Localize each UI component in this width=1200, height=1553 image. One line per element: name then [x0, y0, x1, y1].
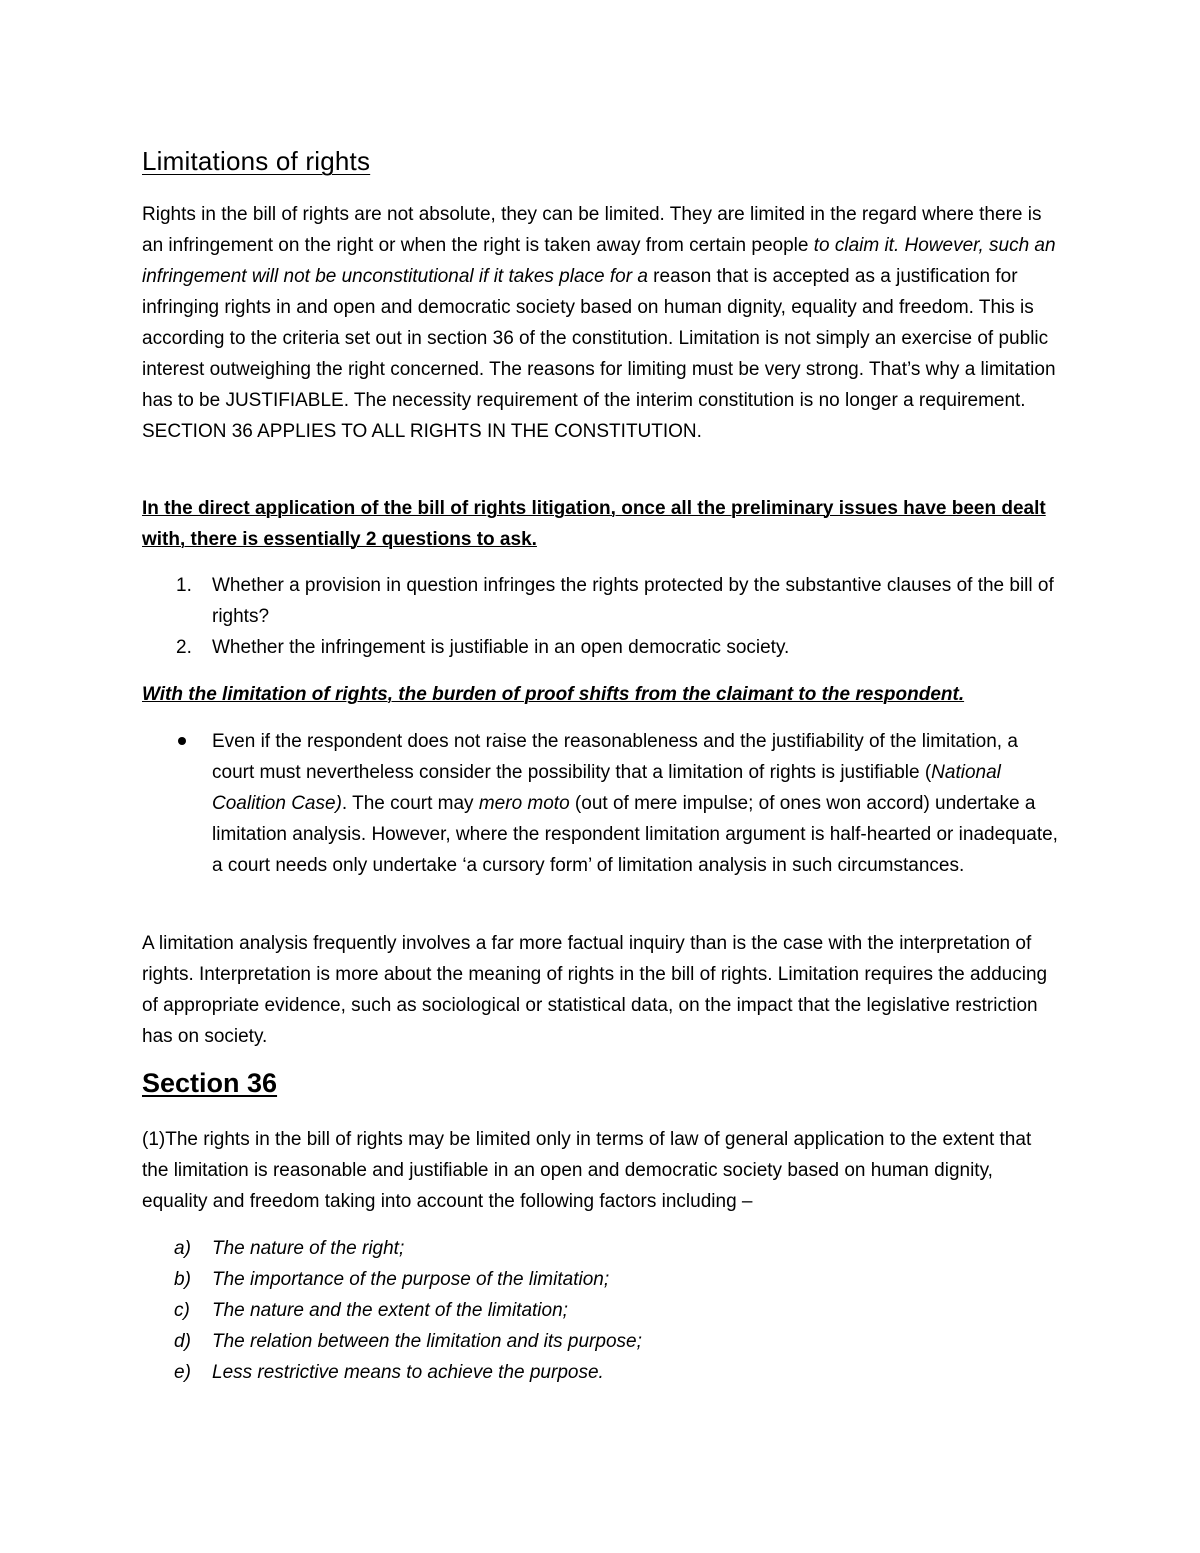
direct-application-heading: In the direct application of the bill of rights litigation, once all the preliminary issues have been dealt with, there is essentially 2 questions to ask.	[142, 498, 1046, 550]
intro-paragraph	[142, 199, 1062, 447]
bullet-dot-icon	[178, 737, 186, 745]
list-item-text: The nature and the extent of the limitation;	[212, 1300, 568, 1321]
list-marker: 2.	[176, 637, 192, 658]
analysis-paragraph: A limitation analysis frequently involves a far more factual inquiry than is the case with the interpretation of rights. Interpretation is more about the meaning of rights in the bill of rights. Limitation requires the adducing of appropriate evidence, such as sociological or statistical data, on the impact that the legislative restriction has on society.	[142, 933, 1048, 1047]
bullet-text	[142, 726, 1062, 881]
intro-text-italic: to claim it. However, such an infringement will not be unconstitutional if it takes place for a	[142, 235, 1056, 287]
list-item-text: The nature of the right;	[212, 1238, 405, 1259]
section-text: (1)The rights in the bill of rights may be limited only in terms of law of general application to the extent that the limitation is reasonable and justifiable in an open and democratic society based on human dignity, equality and freedom taking into account the following factors including –	[142, 1129, 1032, 1212]
questions-list	[142, 570, 1062, 663]
list-marker: b)	[174, 1269, 191, 1290]
case-name: National Coalition Case)	[212, 762, 1001, 814]
list-item-text: Whether the infringement is justifiable in an open democratic society.	[212, 637, 790, 658]
list-marker: a)	[174, 1238, 191, 1259]
list-marker: d)	[174, 1331, 191, 1352]
list-item-text: The relation between the limitation and its purpose;	[212, 1331, 642, 1352]
section-heading: Section 36	[142, 1068, 278, 1098]
list-item-text: Whether a provision in question infringes the rights protected by the substantive clauses of the bill of rights?	[212, 575, 1054, 627]
list-item	[142, 1326, 1062, 1357]
list-item	[142, 570, 1062, 632]
list-item	[142, 1295, 1062, 1326]
list-item	[142, 1357, 1062, 1388]
list-marker: 1.	[176, 575, 192, 596]
bullet-item	[142, 726, 1062, 881]
page-title: Limitations of rights	[142, 146, 371, 176]
list-item	[142, 1233, 1062, 1264]
intro-text-part1: Rights in the bill of rights are not absolute, they can be limited. They are limited in the regard where there is an infringement on the right or when the right is taken away from certain people	[142, 204, 1042, 256]
burden-of-proof-heading: With the limitation of rights, the burden of proof shifts from the claimant to the respondent.	[142, 684, 965, 705]
bullet-text-part3: (out of mere impulse; of ones won accord) undertake a limitation analysis. However, where the respondent limitation argument is half-hearted or inadequate, a court needs only undertake ‘a cursory form’ of limitation analysis in such circumstances.	[212, 793, 1058, 876]
list-item-text: Less restrictive means to achieve the purpose.	[212, 1362, 604, 1383]
intro-text-part2: reason that is accepted as a justification for infringing rights in and open and democratic society based on human dignity, equality and freedom. This is according to the criteria set out in section 36 of the constitution. Limitation is not simply an exercise of public interest outweighing the right concerned. The reasons for limiting must be very strong. That’s why a limitation has to be JUSTIFIABLE. The necessity requirement of the interim constitution is no longer a requirement. SECTION 36 APPLIES TO ALL RIGHTS IN THE CONSTITUTION.	[142, 266, 1056, 442]
list-marker: e)	[174, 1362, 191, 1383]
latin-phrase: mero moto	[478, 793, 570, 814]
list-item	[142, 1264, 1062, 1295]
factors-list	[142, 1233, 1062, 1388]
bullet-text-part1: Even if the respondent does not raise the reasonableness and the justifiability of the limitation, a court must nevertheless consider the possibility that a limitation of rights is justifiable (	[212, 731, 1018, 783]
list-item-text: The importance of the purpose of the limitation;	[212, 1269, 610, 1290]
list-item	[142, 632, 1062, 663]
list-marker: c)	[174, 1300, 190, 1321]
bullet-text-part2: . The court may	[341, 793, 479, 814]
